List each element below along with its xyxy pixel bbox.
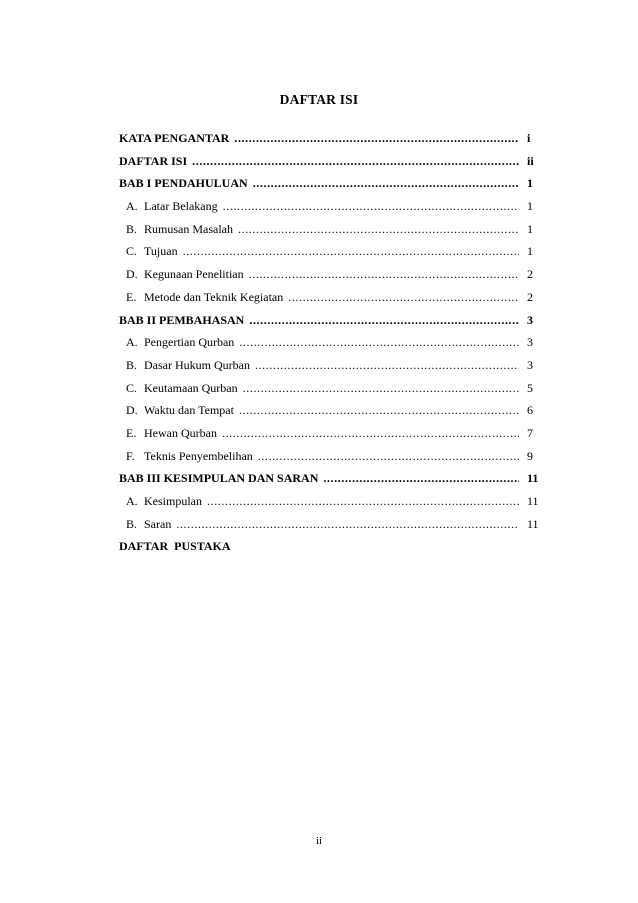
toc-entry-label: Waktu dan Tempat xyxy=(144,403,234,418)
toc-entry-label: DAFTAR PUSTAKA xyxy=(119,539,231,554)
toc-entry-label: Tujuan xyxy=(144,244,178,259)
toc-page-number: 3 xyxy=(527,357,533,372)
toc-section-letter: C. xyxy=(126,244,138,259)
toc-section-row xyxy=(119,517,541,540)
dot-leader xyxy=(255,358,519,373)
toc-entry-label: Latar Belakang xyxy=(144,199,218,214)
toc-page-number: 9 xyxy=(527,448,533,463)
dot-leader xyxy=(176,517,519,532)
toc-entry-label: Hewan Qurban xyxy=(144,425,217,440)
dot-leader xyxy=(222,426,519,441)
toc-section-letter: B. xyxy=(126,221,138,236)
dot-leader xyxy=(288,290,519,305)
toc-section-row xyxy=(119,381,541,404)
toc-page-number: 2 xyxy=(527,267,533,282)
toc-section-letter: A. xyxy=(126,199,138,214)
toc-entry-label: Kesimpulan xyxy=(144,494,202,508)
dot-leader xyxy=(323,471,519,486)
toc-entry-label: Rumusan Masalah xyxy=(144,221,233,236)
dot-leader xyxy=(258,449,519,464)
toc-page-number: 6 xyxy=(527,403,533,418)
toc-page-number: i xyxy=(527,131,531,145)
toc-chapter-row xyxy=(119,539,541,562)
toc-section-letter: D. xyxy=(126,403,138,418)
page-number: ii xyxy=(315,835,323,847)
table-of-contents xyxy=(119,131,541,562)
dot-leader xyxy=(223,199,519,214)
toc-chapter-row xyxy=(119,154,541,177)
toc-page-number: 3 xyxy=(527,312,533,327)
dot-leader xyxy=(183,244,519,259)
toc-entry-label: Metode dan Teknik Kegiatan xyxy=(144,289,284,304)
toc-section-row xyxy=(119,290,541,313)
toc-section-letter: E. xyxy=(126,425,137,440)
toc-page-number: 11 xyxy=(527,516,539,531)
dot-leader xyxy=(249,267,519,282)
toc-entry-label: Keutamaan Qurban xyxy=(144,380,238,395)
toc-entry-label: KATA PENGANTAR xyxy=(119,131,230,145)
page-title: DAFTAR ISI xyxy=(279,92,359,107)
dot-leader xyxy=(243,381,519,396)
toc-section-row xyxy=(119,426,541,449)
toc-section-row xyxy=(119,403,541,426)
toc-chapter-row xyxy=(119,176,541,199)
dot-leader xyxy=(207,494,519,509)
toc-section-letter: B. xyxy=(126,516,138,531)
toc-page-number: 11 xyxy=(527,471,539,486)
toc-page-number: 1 xyxy=(527,199,533,214)
toc-page-number: 7 xyxy=(527,425,533,440)
toc-page-number: 1 xyxy=(527,176,533,191)
dot-leader xyxy=(192,154,519,169)
toc-section-letter: C. xyxy=(126,380,138,395)
toc-entry-label: BAB I PENDAHULUAN xyxy=(119,176,248,191)
toc-section-row xyxy=(119,494,541,517)
toc-section-row xyxy=(119,449,541,472)
toc-entry-label: Dasar Hukum Qurban xyxy=(144,357,250,372)
toc-section-letter: A. xyxy=(126,335,138,350)
toc-entry-label: Teknis Penyembelihan xyxy=(144,448,253,463)
dot-leader xyxy=(239,335,519,350)
toc-section-letter: D. xyxy=(126,267,138,282)
toc-section-letter: B. xyxy=(126,357,138,372)
toc-chapter-row xyxy=(119,471,541,494)
toc-entry-label: Saran xyxy=(144,516,172,531)
toc-chapter-row xyxy=(119,313,541,336)
toc-entry-label: Kegunaan Penelitian xyxy=(144,267,244,282)
toc-section-row xyxy=(119,267,541,290)
toc-section-row xyxy=(119,199,541,222)
toc-section-letter: E. xyxy=(126,289,137,304)
toc-page-number: 3 xyxy=(527,335,533,350)
dot-leader xyxy=(253,176,519,191)
toc-entry-label: Pengertian Qurban xyxy=(144,335,235,350)
dot-leader xyxy=(234,131,519,146)
toc-section-letter: F. xyxy=(126,448,135,463)
toc-page-number: 11 xyxy=(527,494,539,508)
toc-page-number: 2 xyxy=(527,289,533,304)
toc-entry-label: BAB II PEMBAHASAN xyxy=(119,312,245,327)
dot-leader xyxy=(238,222,519,237)
dot-leader xyxy=(249,313,519,328)
toc-page-number: 5 xyxy=(527,380,533,395)
dot-leader xyxy=(239,403,519,418)
toc-section-letter: A. xyxy=(126,494,138,508)
toc-page-number: 1 xyxy=(527,244,533,259)
toc-section-row xyxy=(119,222,541,245)
toc-entry-label: DAFTAR ISI xyxy=(119,153,188,168)
toc-page-number: ii xyxy=(527,153,534,168)
toc-section-row xyxy=(119,358,541,381)
toc-section-row xyxy=(119,335,541,358)
toc-chapter-row xyxy=(119,131,541,154)
toc-section-row xyxy=(119,244,541,267)
toc-entry-label: BAB III KESIMPULAN DAN SARAN xyxy=(119,471,319,486)
toc-page-number: 1 xyxy=(527,221,533,236)
